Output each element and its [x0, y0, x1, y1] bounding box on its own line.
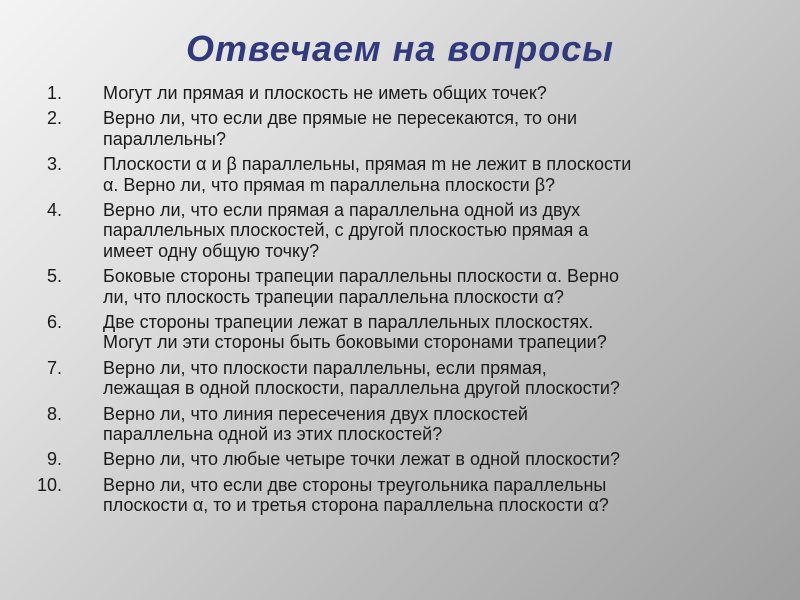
question-item	[0, 154, 800, 195]
question-text-line: параллельны?	[103, 128, 226, 149]
question-number: 5.	[46, 266, 62, 287]
question-list	[0, 83, 800, 520]
question-item	[0, 200, 800, 262]
question-number: 1.	[46, 83, 62, 103]
question-text-line: параллельна одной из этих плоскостей?	[103, 424, 443, 445]
question-text-line: Плоскости α и β параллельны, прямая m не лежит в плоскости	[103, 154, 632, 175]
question-text-line: имеет одну общую точку?	[103, 240, 320, 261]
question-text-line: Верно ли, что линия пересечения двух плоскостей	[103, 403, 528, 424]
question-text	[103, 312, 763, 353]
question-text	[103, 266, 763, 307]
question-number: 3.	[46, 154, 62, 175]
question-text	[103, 154, 763, 195]
question-text-line: Две стороны трапеции лежат в параллельных плоскостях.	[103, 311, 594, 332]
question-text	[103, 475, 763, 516]
question-text-line: Могут ли прямая и плоскость не иметь общих точек?	[103, 83, 547, 103]
question-text-line: лежащая в одной плоскости, параллельна другой плоскости?	[103, 378, 620, 399]
question-text	[103, 200, 763, 262]
question-text-line: α. Верно ли, что прямая m параллельна плоскости β?	[103, 174, 556, 195]
question-text-line: Боковые стороны трапеции параллельны плоскости α. Верно	[103, 266, 620, 287]
question-text-line: Верно ли, что если две прямые не пересекаются, то они	[103, 108, 578, 129]
question-text	[103, 358, 763, 399]
question-text	[103, 83, 763, 104]
question-text-line: параллельных плоскостей, с другой плоскостью прямая а	[103, 220, 589, 241]
question-number: 9.	[46, 449, 62, 470]
question-item	[0, 312, 800, 353]
question-text	[103, 108, 763, 149]
question-item	[0, 266, 800, 307]
question-number: 2.	[46, 108, 62, 129]
question-text-line: Верно ли, что любые четыре точки лежат в одной плоскости?	[103, 449, 620, 470]
slide-title: Отвечаем на вопросы	[186, 28, 614, 69]
question-text-line: Верно ли, что плоскости параллельны, если прямая,	[103, 357, 547, 378]
question-text-line: Верно ли, что если две стороны треугольника параллельны	[103, 474, 607, 495]
question-item	[0, 449, 800, 470]
question-item	[0, 83, 800, 104]
question-number: 8.	[46, 403, 62, 424]
question-number: 10.	[36, 474, 62, 495]
question-item	[0, 475, 800, 516]
question-item	[0, 404, 800, 445]
question-number: 4.	[46, 199, 62, 220]
question-text-line: Могут ли эти стороны быть боковыми сторонами трапеции?	[103, 332, 607, 353]
question-text-line: плоскости α, то и третья сторона параллельна плоскости α?	[103, 495, 609, 516]
question-number: 6.	[46, 311, 62, 332]
question-item	[0, 358, 800, 399]
question-text-line: Верно ли, что если прямая а параллельна одной из двух	[103, 199, 581, 220]
question-text-line: ли, что плоскость трапеции параллельна плоскости α?	[103, 286, 564, 307]
question-number: 7.	[46, 357, 62, 378]
question-text	[103, 449, 763, 470]
question-item	[0, 108, 800, 149]
question-text	[103, 404, 763, 445]
